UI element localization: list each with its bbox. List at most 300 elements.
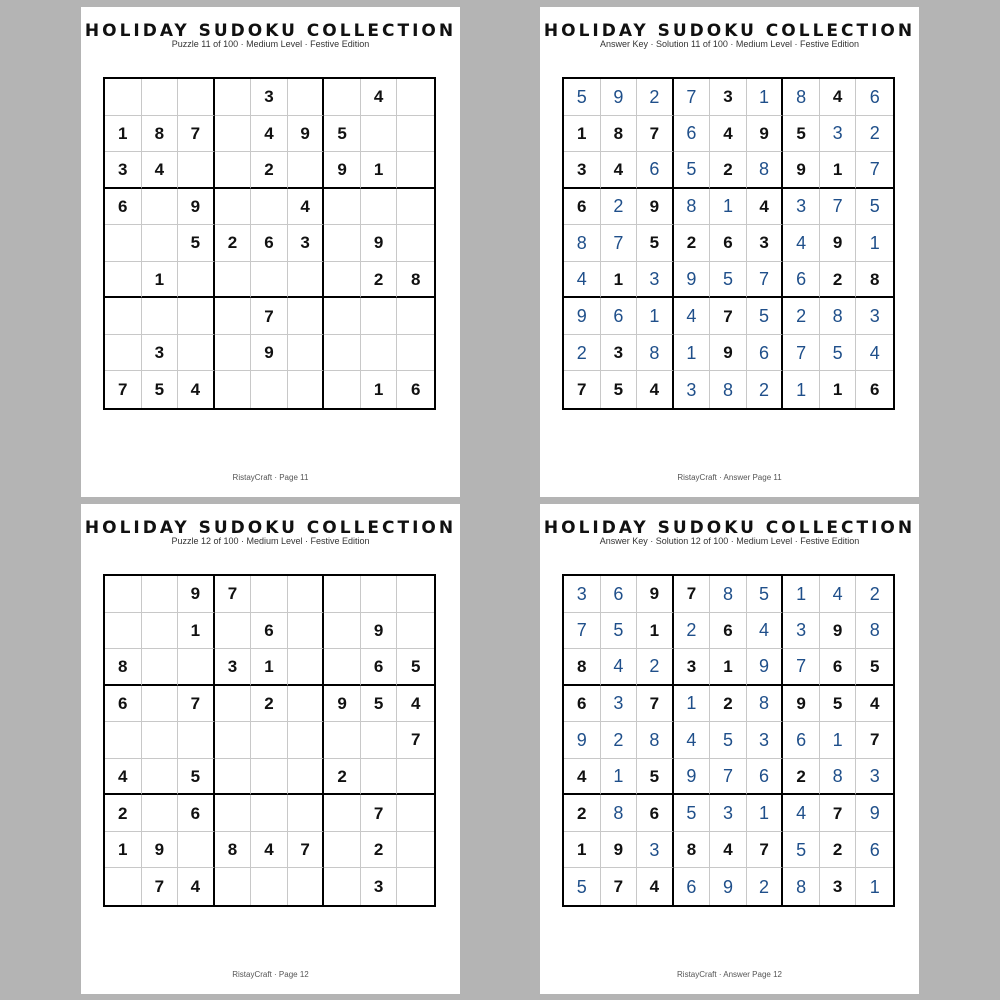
sudoku-cell: 1 <box>601 262 638 299</box>
sudoku-cell: 1 <box>105 832 142 869</box>
sudoku-cell <box>397 298 434 335</box>
sudoku-cell: 8 <box>105 649 142 686</box>
sudoku-cell: 3 <box>674 649 711 686</box>
sudoku-cell <box>178 649 215 686</box>
sudoku-cell: 6 <box>564 686 601 723</box>
sudoku-cell: 1 <box>674 335 711 372</box>
sudoku-cell <box>361 576 398 613</box>
sudoku-cell <box>288 686 325 723</box>
sudoku-cell <box>142 759 179 796</box>
sudoku-cell: 6 <box>637 795 674 832</box>
sudoku-cell: 8 <box>710 371 747 408</box>
sudoku-cell: 2 <box>637 649 674 686</box>
sudoku-cell: 4 <box>820 79 857 116</box>
puzzle-page-12 <box>81 504 460 994</box>
sudoku-cell <box>324 795 361 832</box>
sudoku-cell: 7 <box>178 116 215 153</box>
sudoku-cell: 2 <box>637 79 674 116</box>
sudoku-cell <box>324 298 361 335</box>
sudoku-cell: 1 <box>783 371 820 408</box>
sudoku-cell: 5 <box>178 759 215 796</box>
sudoku-cell: 7 <box>601 225 638 262</box>
page-title: HOLIDAY SUDOKU COLLECTION <box>84 21 457 41</box>
sudoku-cell <box>397 79 434 116</box>
sudoku-cell <box>142 649 179 686</box>
sudoku-cell: 5 <box>601 371 638 408</box>
sudoku-cell: 1 <box>361 152 398 189</box>
sudoku-cell: 1 <box>637 613 674 650</box>
sudoku-grid <box>103 77 436 410</box>
sudoku-cell <box>288 576 325 613</box>
sudoku-cell <box>105 225 142 262</box>
sudoku-cell: 7 <box>637 116 674 153</box>
sudoku-cell: 3 <box>856 759 893 796</box>
sudoku-cell: 7 <box>674 79 711 116</box>
sudoku-cell: 9 <box>601 79 638 116</box>
sudoku-cell: 7 <box>747 832 784 869</box>
sudoku-cell: 4 <box>820 576 857 613</box>
sudoku-cell: 9 <box>564 298 601 335</box>
sudoku-cell: 6 <box>783 722 820 759</box>
sudoku-cell: 3 <box>820 868 857 905</box>
sudoku-cell: 9 <box>783 152 820 189</box>
sudoku-cell: 1 <box>674 686 711 723</box>
sudoku-cell: 6 <box>710 613 747 650</box>
sudoku-cell <box>178 79 215 116</box>
sudoku-cell: 5 <box>747 576 784 613</box>
sudoku-cell: 6 <box>674 116 711 153</box>
sudoku-cell: 1 <box>251 649 288 686</box>
sudoku-cell: 4 <box>747 189 784 226</box>
sudoku-cell: 7 <box>105 371 142 408</box>
sudoku-cell: 2 <box>361 832 398 869</box>
sudoku-cell: 8 <box>601 795 638 832</box>
sudoku-cell <box>397 576 434 613</box>
sudoku-cell: 8 <box>564 649 601 686</box>
sudoku-cell <box>215 79 252 116</box>
sudoku-cell: 9 <box>361 613 398 650</box>
sudoku-cell: 3 <box>856 298 893 335</box>
sudoku-cell: 3 <box>361 868 398 905</box>
sudoku-cell: 9 <box>178 189 215 226</box>
sudoku-cell: 4 <box>637 868 674 905</box>
sudoku-cell: 5 <box>564 79 601 116</box>
sudoku-cell <box>397 152 434 189</box>
sudoku-cell: 4 <box>601 152 638 189</box>
sudoku-cell: 6 <box>856 79 893 116</box>
sudoku-cell: 5 <box>820 335 857 372</box>
sudoku-cell: 4 <box>710 832 747 869</box>
page-subtitle: Answer Key · Solution 11 of 100 · Medium Level · Festive Edition <box>600 39 859 49</box>
sudoku-cell: 6 <box>674 868 711 905</box>
sudoku-cell: 5 <box>637 225 674 262</box>
sudoku-cell <box>324 79 361 116</box>
sudoku-cell: 5 <box>674 152 711 189</box>
page-title: HOLIDAY SUDOKU COLLECTION <box>543 518 916 538</box>
sudoku-cell: 9 <box>288 116 325 153</box>
sudoku-cell: 4 <box>674 298 711 335</box>
sudoku-cell: 6 <box>637 152 674 189</box>
sudoku-cell <box>397 189 434 226</box>
sudoku-cell: 2 <box>820 832 857 869</box>
sudoku-cell: 5 <box>397 649 434 686</box>
sudoku-cell: 9 <box>710 335 747 372</box>
sudoku-cell: 1 <box>820 722 857 759</box>
sudoku-cell: 9 <box>601 832 638 869</box>
sudoku-cell <box>397 795 434 832</box>
sudoku-cell: 2 <box>251 152 288 189</box>
sudoku-cell: 7 <box>564 371 601 408</box>
sudoku-cell: 2 <box>747 868 784 905</box>
sudoku-cell <box>142 722 179 759</box>
sudoku-grid <box>103 574 436 907</box>
sudoku-cell: 9 <box>674 759 711 796</box>
sudoku-cell <box>288 759 325 796</box>
sudoku-grid <box>562 574 895 907</box>
sudoku-cell: 5 <box>783 832 820 869</box>
sudoku-cell: 4 <box>251 832 288 869</box>
sudoku-cell: 2 <box>783 759 820 796</box>
sudoku-cell <box>361 298 398 335</box>
sudoku-cell: 6 <box>869 380 880 400</box>
sudoku-cell <box>288 262 325 299</box>
sudoku-cell: 2 <box>820 262 857 299</box>
sudoku-cell <box>105 613 142 650</box>
sudoku-cell: 8 <box>637 722 674 759</box>
sudoku-cell: 1 <box>856 225 893 262</box>
sudoku-cell: 3 <box>142 335 179 372</box>
sudoku-cell: 6 <box>178 795 215 832</box>
sudoku-cell <box>105 262 142 299</box>
sudoku-cell: 8 <box>397 262 434 299</box>
sudoku-cell: 1 <box>820 371 857 408</box>
sudoku-cell: 1 <box>637 298 674 335</box>
sudoku-cell: 2 <box>564 335 601 372</box>
sudoku-cell <box>288 152 325 189</box>
sudoku-cell <box>288 795 325 832</box>
sudoku-cell: 3 <box>747 722 784 759</box>
sudoku-cell: 3 <box>710 795 747 832</box>
sudoku-cell <box>361 759 398 796</box>
sudoku-cell: 6 <box>361 649 398 686</box>
sudoku-cell <box>397 759 434 796</box>
sudoku-cell: 1 <box>747 795 784 832</box>
sudoku-cell: 7 <box>564 613 601 650</box>
sudoku-cell: 3 <box>564 152 601 189</box>
sudoku-cell: 1 <box>361 371 398 408</box>
sudoku-cell: 7 <box>637 686 674 723</box>
sudoku-cell: 2 <box>856 116 893 153</box>
sudoku-cell: 8 <box>215 832 252 869</box>
sudoku-cell: 3 <box>288 225 325 262</box>
sudoku-cell: 4 <box>564 759 601 796</box>
sudoku-cell <box>251 868 288 905</box>
sudoku-cell <box>215 686 252 723</box>
sudoku-cell <box>324 576 361 613</box>
sudoku-cell <box>324 613 361 650</box>
sudoku-cell <box>215 262 252 299</box>
sudoku-cell: 3 <box>601 335 638 372</box>
sudoku-cell: 8 <box>747 152 784 189</box>
sudoku-cell: 8 <box>820 759 857 796</box>
sudoku-cell: 1 <box>710 649 747 686</box>
sudoku-cell: 1 <box>178 613 215 650</box>
sudoku-cell <box>251 759 288 796</box>
sudoku-cell <box>397 613 434 650</box>
sudoku-cell: 9 <box>637 576 674 613</box>
sudoku-cell <box>324 832 361 869</box>
sudoku-cell <box>397 868 434 905</box>
sudoku-cell: 4 <box>142 152 179 189</box>
sudoku-cell <box>142 795 179 832</box>
sudoku-cell: 3 <box>783 613 820 650</box>
sudoku-cell <box>142 189 179 226</box>
sudoku-cell: 5 <box>361 686 398 723</box>
sudoku-cell: 4 <box>637 371 674 408</box>
sudoku-cell: 5 <box>564 868 601 905</box>
sudoku-cell: 4 <box>178 371 215 408</box>
sudoku-cell <box>251 795 288 832</box>
sudoku-cell: 2 <box>324 759 361 796</box>
sudoku-cell <box>105 576 142 613</box>
sudoku-cell: 8 <box>783 868 820 905</box>
sudoku-cell: 5 <box>601 613 638 650</box>
sudoku-cell: 5 <box>178 225 215 262</box>
sudoku-cell: 7 <box>601 868 638 905</box>
sudoku-cell: 8 <box>856 262 893 299</box>
sudoku-cell: 7 <box>674 576 711 613</box>
sudoku-cell: 1 <box>869 876 880 897</box>
sudoku-cell: 7 <box>747 262 784 299</box>
sudoku-cell <box>251 371 288 408</box>
sudoku-cell: 1 <box>564 116 601 153</box>
sudoku-cell <box>288 371 325 408</box>
sudoku-cell: 7 <box>820 795 857 832</box>
sudoku-cell: 7 <box>288 832 325 869</box>
sudoku-cell: 1 <box>601 759 638 796</box>
answer-page-12 <box>540 504 919 994</box>
sudoku-cell: 3 <box>637 262 674 299</box>
sudoku-cell <box>288 613 325 650</box>
sudoku-cell <box>178 832 215 869</box>
sudoku-cell <box>178 722 215 759</box>
sudoku-cell <box>324 371 361 408</box>
sudoku-cell: 3 <box>820 116 857 153</box>
sudoku-cell <box>215 335 252 372</box>
sudoku-cell: 2 <box>783 298 820 335</box>
sudoku-cell: 4 <box>564 262 601 299</box>
sudoku-cell: 6 <box>747 759 784 796</box>
sudoku-cell: 5 <box>710 722 747 759</box>
sudoku-cell: 1 <box>105 116 142 153</box>
sudoku-cell: 5 <box>674 795 711 832</box>
sudoku-cell: 7 <box>215 576 252 613</box>
sudoku-cell: 2 <box>601 722 638 759</box>
sudoku-cell: 6 <box>820 649 857 686</box>
answer-page-11 <box>540 7 919 497</box>
sudoku-cell: 7 <box>397 722 434 759</box>
sudoku-cell: 5 <box>637 759 674 796</box>
sudoku-cell: 4 <box>178 868 215 905</box>
sudoku-cell: 8 <box>601 116 638 153</box>
sudoku-cell <box>215 868 252 905</box>
sudoku-cell: 9 <box>710 868 747 905</box>
sudoku-cell: 9 <box>820 225 857 262</box>
sudoku-cell <box>215 152 252 189</box>
puzzle-page-11 <box>81 7 460 497</box>
sudoku-cell: 4 <box>397 686 434 723</box>
sudoku-cell <box>251 722 288 759</box>
sudoku-cell <box>105 335 142 372</box>
sudoku-cell: 3 <box>747 225 784 262</box>
sudoku-cell <box>215 613 252 650</box>
sudoku-cell <box>324 189 361 226</box>
sudoku-cell: 7 <box>856 722 893 759</box>
sudoku-cell <box>105 79 142 116</box>
sudoku-cell: 7 <box>710 298 747 335</box>
sudoku-cell <box>397 225 434 262</box>
sudoku-cell: 2 <box>710 152 747 189</box>
sudoku-cell <box>361 189 398 226</box>
sudoku-cell: 9 <box>747 116 784 153</box>
sudoku-cell: 7 <box>361 795 398 832</box>
sudoku-cell <box>215 759 252 796</box>
sudoku-cell <box>215 795 252 832</box>
sudoku-cell <box>397 832 434 869</box>
sudoku-cell: 7 <box>251 298 288 335</box>
sudoku-cell: 8 <box>710 576 747 613</box>
sudoku-cell: 7 <box>142 868 179 905</box>
sudoku-cell: 4 <box>856 335 893 372</box>
sudoku-cell: 1 <box>820 152 857 189</box>
sudoku-cell: 5 <box>856 649 893 686</box>
sudoku-cell: 7 <box>783 335 820 372</box>
sudoku-cell: 2 <box>215 225 252 262</box>
sudoku-cell: 3 <box>710 79 747 116</box>
sudoku-cell: 9 <box>674 262 711 299</box>
sudoku-cell: 2 <box>601 189 638 226</box>
sudoku-cell <box>324 262 361 299</box>
sudoku-cell: 3 <box>215 649 252 686</box>
sudoku-cell: 7 <box>710 759 747 796</box>
sudoku-cell: 8 <box>637 335 674 372</box>
sudoku-cell <box>105 868 142 905</box>
sudoku-cell: 3 <box>783 189 820 226</box>
sudoku-cell: 9 <box>251 335 288 372</box>
sudoku-cell: 4 <box>856 686 893 723</box>
sudoku-cell <box>142 613 179 650</box>
sudoku-cell: 3 <box>251 79 288 116</box>
page-footer: RistayCraft · Page 11 <box>232 473 309 482</box>
sudoku-cell <box>105 722 142 759</box>
sudoku-cell: 6 <box>410 380 421 400</box>
sudoku-cell <box>142 298 179 335</box>
sudoku-cell: 6 <box>601 576 638 613</box>
sudoku-cell: 4 <box>783 795 820 832</box>
sudoku-cell <box>251 576 288 613</box>
sudoku-cell: 4 <box>105 759 142 796</box>
sudoku-cell: 5 <box>142 371 179 408</box>
page-footer: RistayCraft · Answer Page 11 <box>677 473 782 482</box>
sudoku-cell: 2 <box>674 613 711 650</box>
sudoku-cell: 9 <box>324 686 361 723</box>
sudoku-cell: 1 <box>564 832 601 869</box>
sudoku-cell: 9 <box>361 225 398 262</box>
sudoku-cell: 7 <box>783 649 820 686</box>
sudoku-cell <box>251 262 288 299</box>
sudoku-cell: 6 <box>251 225 288 262</box>
sudoku-cell: 3 <box>564 576 601 613</box>
sudoku-cell: 6 <box>105 686 142 723</box>
sudoku-cell: 9 <box>747 649 784 686</box>
sudoku-cell <box>288 868 325 905</box>
sudoku-cell <box>397 116 434 153</box>
sudoku-cell: 9 <box>820 613 857 650</box>
sudoku-cell: 8 <box>856 613 893 650</box>
sudoku-cell <box>142 686 179 723</box>
sudoku-cell: 3 <box>637 832 674 869</box>
sudoku-cell: 7 <box>820 189 857 226</box>
page-subtitle: Puzzle 11 of 100 · Medium Level · Festive Edition <box>171 39 370 49</box>
page-subtitle: Puzzle 12 of 100 · Medium Level · Festive Edition <box>171 536 370 546</box>
sudoku-cell: 6 <box>105 189 142 226</box>
sudoku-cell <box>324 868 361 905</box>
sudoku-cell <box>324 335 361 372</box>
sudoku-cell: 4 <box>251 116 288 153</box>
sudoku-cell: 8 <box>747 686 784 723</box>
sudoku-cell: 4 <box>288 189 325 226</box>
sudoku-cell <box>397 335 434 372</box>
sudoku-cell: 2 <box>251 686 288 723</box>
sudoku-cell: 7 <box>178 686 215 723</box>
sudoku-cell: 9 <box>856 795 893 832</box>
sudoku-cell: 8 <box>564 225 601 262</box>
sudoku-cell: 6 <box>251 613 288 650</box>
sudoku-cell: 2 <box>361 262 398 299</box>
sudoku-cell <box>361 116 398 153</box>
page-title: HOLIDAY SUDOKU COLLECTION <box>84 518 457 538</box>
sudoku-cell <box>215 722 252 759</box>
sudoku-cell: 1 <box>142 262 179 299</box>
sudoku-cell: 2 <box>105 795 142 832</box>
sudoku-cell: 4 <box>747 613 784 650</box>
sudoku-cell <box>361 722 398 759</box>
sudoku-cell: 8 <box>820 298 857 335</box>
sudoku-grid <box>562 77 895 410</box>
sudoku-cell: 8 <box>674 189 711 226</box>
sudoku-cell: 6 <box>856 832 893 869</box>
sudoku-cell: 3 <box>105 152 142 189</box>
sudoku-cell: 8 <box>142 116 179 153</box>
sudoku-cell: 5 <box>710 262 747 299</box>
sudoku-cell <box>178 262 215 299</box>
sudoku-cell: 5 <box>783 116 820 153</box>
sudoku-cell <box>324 225 361 262</box>
sudoku-cell <box>142 79 179 116</box>
sudoku-cell: 4 <box>674 722 711 759</box>
sudoku-cell <box>215 189 252 226</box>
sudoku-cell <box>215 116 252 153</box>
sudoku-cell: 2 <box>564 795 601 832</box>
sudoku-cell: 1 <box>710 189 747 226</box>
sudoku-cell: 2 <box>674 225 711 262</box>
sudoku-cell <box>142 576 179 613</box>
sudoku-cell: 9 <box>564 722 601 759</box>
sudoku-cell: 9 <box>783 686 820 723</box>
sudoku-cell <box>288 298 325 335</box>
sudoku-cell: 8 <box>674 832 711 869</box>
sudoku-cell: 2 <box>710 686 747 723</box>
